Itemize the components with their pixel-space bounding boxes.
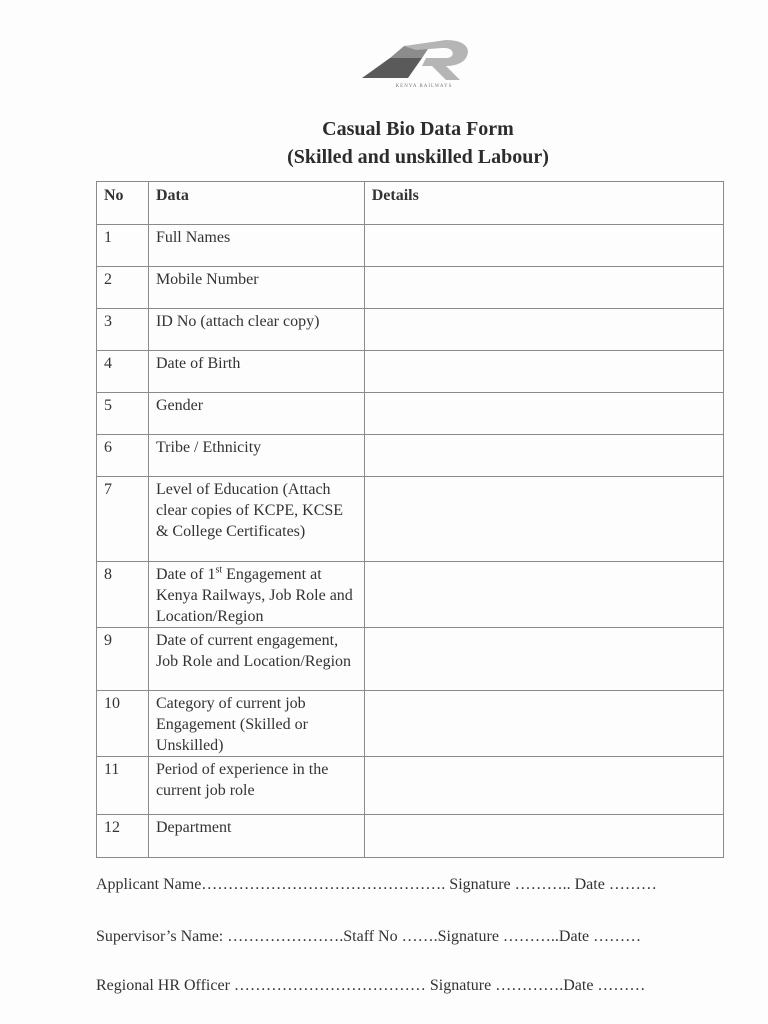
row-label: Full Names — [148, 225, 364, 267]
form-title: Casual Bio Data Form — [322, 118, 514, 140]
row-label — [148, 562, 364, 628]
row-label: Gender — [148, 393, 364, 435]
row-number: 8 — [97, 562, 149, 628]
table-row — [97, 815, 724, 858]
table-row — [97, 225, 724, 267]
kr-logo-icon — [360, 36, 476, 86]
full-names-field[interactable] — [364, 225, 723, 267]
table-row — [97, 309, 724, 351]
table-row — [97, 477, 724, 562]
department-field[interactable] — [364, 815, 723, 858]
id-no-field[interactable] — [364, 309, 723, 351]
logo-caption: KENYA RAILWAYS — [395, 84, 453, 89]
row-number: 1 — [97, 225, 149, 267]
row-label: Department — [148, 815, 364, 858]
level-of-education-field[interactable] — [364, 477, 723, 562]
supervisor-signature-line[interactable]: Supervisor’s Name: ………………….Staff No …….Signature ………..Date ……… — [96, 928, 642, 945]
date-of-birth-field[interactable] — [364, 351, 723, 393]
row-number: 10 — [97, 691, 149, 757]
row-label: Level of Education (Attach clear copies of KCPE, KCSE & College Certificates) — [148, 477, 364, 562]
row-number: 9 — [97, 628, 149, 691]
table-row — [97, 435, 724, 477]
hr-officer-signature-line[interactable]: Regional HR Officer ……………………………… Signature ………….Date ……… — [96, 977, 646, 994]
experience-period-field[interactable] — [364, 757, 723, 815]
applicant-signature-line[interactable]: Applicant Name………………………………………. Signature ……….. Date ……… — [96, 876, 657, 893]
mobile-number-field[interactable] — [364, 267, 723, 309]
row-label: Tribe / Ethnicity — [148, 435, 364, 477]
ordinal-suffix: st — [215, 564, 223, 576]
table-row — [97, 393, 724, 435]
row-label: Category of current job Engagement (Skilled or Unskilled) — [148, 691, 364, 757]
row-number: 12 — [97, 815, 149, 858]
form-subtitle: (Skilled and unskilled Labour) — [287, 146, 549, 168]
row-number: 5 — [97, 393, 149, 435]
header-details: Details — [364, 182, 723, 225]
job-category-field[interactable] — [364, 691, 723, 757]
gender-field[interactable] — [364, 393, 723, 435]
table-row — [97, 267, 724, 309]
first-engagement-field[interactable] — [364, 562, 723, 628]
row-label: Date of current engagement, Job Role and Location/Region — [148, 628, 364, 691]
row-number: 11 — [97, 757, 149, 815]
tribe-ethnicity-field[interactable] — [364, 435, 723, 477]
row-label: Mobile Number — [148, 267, 364, 309]
row-number: 3 — [97, 309, 149, 351]
header-data: Data — [148, 182, 364, 225]
row-number: 2 — [97, 267, 149, 309]
row-label-end: Engagement at Kenya Railways, Job Role and Location/Region — [155, 566, 353, 625]
table-row — [97, 351, 724, 393]
row-label: Date of Birth — [148, 351, 364, 393]
table-header-row — [97, 182, 724, 225]
kenya-railways-logo — [360, 36, 476, 94]
table-row — [97, 757, 724, 815]
table-row — [97, 628, 724, 691]
header-no: No — [97, 182, 149, 225]
row-number: 6 — [97, 435, 149, 477]
row-label-start: Date of 1 — [155, 566, 216, 583]
table-row — [97, 562, 724, 628]
bio-data-table — [96, 181, 724, 858]
row-label: Period of experience in the current job role — [148, 757, 364, 815]
row-number: 7 — [97, 477, 149, 562]
table-row — [97, 691, 724, 757]
row-label: ID No (attach clear copy) — [148, 309, 364, 351]
row-number: 4 — [97, 351, 149, 393]
current-engagement-field[interactable] — [364, 628, 723, 691]
